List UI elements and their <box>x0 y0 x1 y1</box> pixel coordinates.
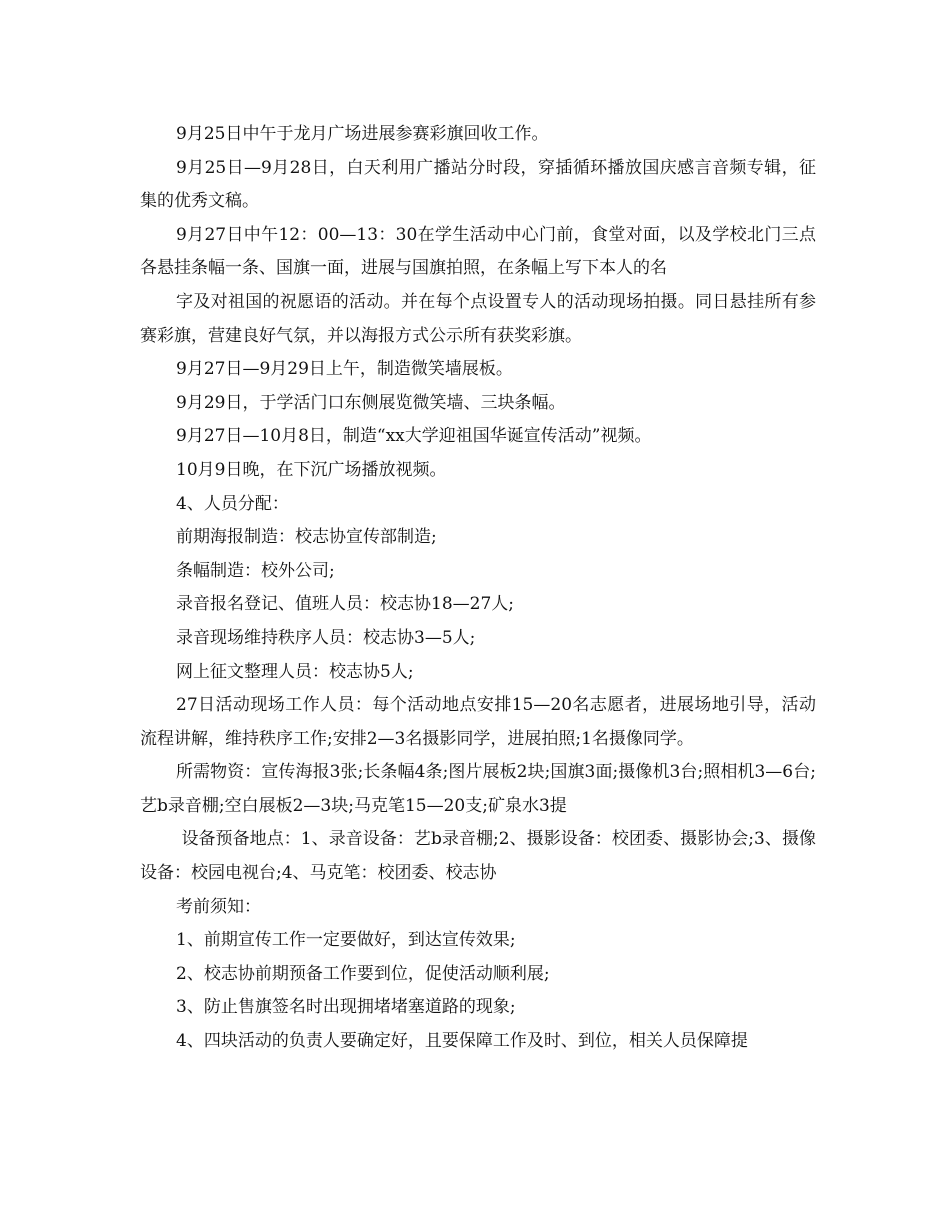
list-item: 1、前期宣传工作一定要做好，到达宣传效果; <box>176 930 516 951</box>
paragraph: 9月27日中午12：00—13：30在学生活动中心门前，食堂对面，以及学校北门三点各悬挂条幅一条、国旗一面，进展与国旗拍照，在条幅上写下本人的名 <box>140 224 816 279</box>
paragraph: 9月25日中午于龙月广场进展参赛彩旗回收工作。 <box>176 124 549 144</box>
paragraph: 9月27日—9月29日上午，制造微笑墙展板。 <box>176 359 513 380</box>
document-body <box>140 118 816 1059</box>
paragraph: 字及对祖国的祝愿语的活动。并在每个点设置专人的活动现场拍摄。同日悬挂所有参赛彩旗，营建良好气氛，并以海报方式公示所有获奖彩旗。 <box>140 291 816 346</box>
section-heading: 考前须知： <box>176 896 261 917</box>
list-item: 4、四块活动的负责人要确定好，且要保障工作及时、到位，相关人员保障提 <box>176 1031 748 1052</box>
list-item: 2、校志协前期预备工作要到位，促使活动顺利展; <box>176 963 550 984</box>
paragraph: 9月27日—10月8日，制造“xx大学迎祖国华诞宣传活动”视频。 <box>176 426 652 447</box>
paragraph: 条幅制造：校外公司; <box>176 560 335 581</box>
paragraph: 设备预备地点：1、录音设备：艺b录音棚;2、摄影设备：校团委、摄影协会;3、摄像设备：校园电视台;4、马克笔：校团委、校志协 <box>140 829 816 884</box>
paragraph: 所需物资：宣传海报3张;长条幅4条;图片展板2块;国旗3面;摄像机3台;照相机3—6台;艺b录音棚;空白展板2—3块;马克笔15—20支;矿泉水3提 <box>140 762 816 816</box>
paragraph: 27日活动现场工作人员：每个活动地点安排15—20名志愿者，进展场地引导，活动流程讲解，维持秩序工作;安排2—3名摄影同学，进展拍照;1名摄像同学。 <box>140 695 816 749</box>
paragraph: 10月9日晚，在下沉广场播放视频。 <box>176 459 447 480</box>
paragraph: 录音报名登记、值班人员：校志协18—27人; <box>176 594 514 615</box>
list-item: 3、防止售旗签名时出现拥堵堵塞道路的现象; <box>176 997 516 1018</box>
paragraph: 网上征文整理人员：校志协5人; <box>176 661 414 682</box>
section-heading: 4、人员分配： <box>176 493 289 514</box>
paragraph: 录音现场维持秩序人员：校志协3—5人; <box>176 627 476 648</box>
paragraph: 9月29日，于学活门口东侧展览微笑墙、三块条幅。 <box>176 392 566 413</box>
paragraph: 9月25日—9月28日，白天利用广播站分时段，穿插循环播放国庆感言音频专辑，征集的优秀文稿。 <box>140 157 816 212</box>
paragraph: 前期海报制造：校志协宣传部制造; <box>176 527 437 548</box>
